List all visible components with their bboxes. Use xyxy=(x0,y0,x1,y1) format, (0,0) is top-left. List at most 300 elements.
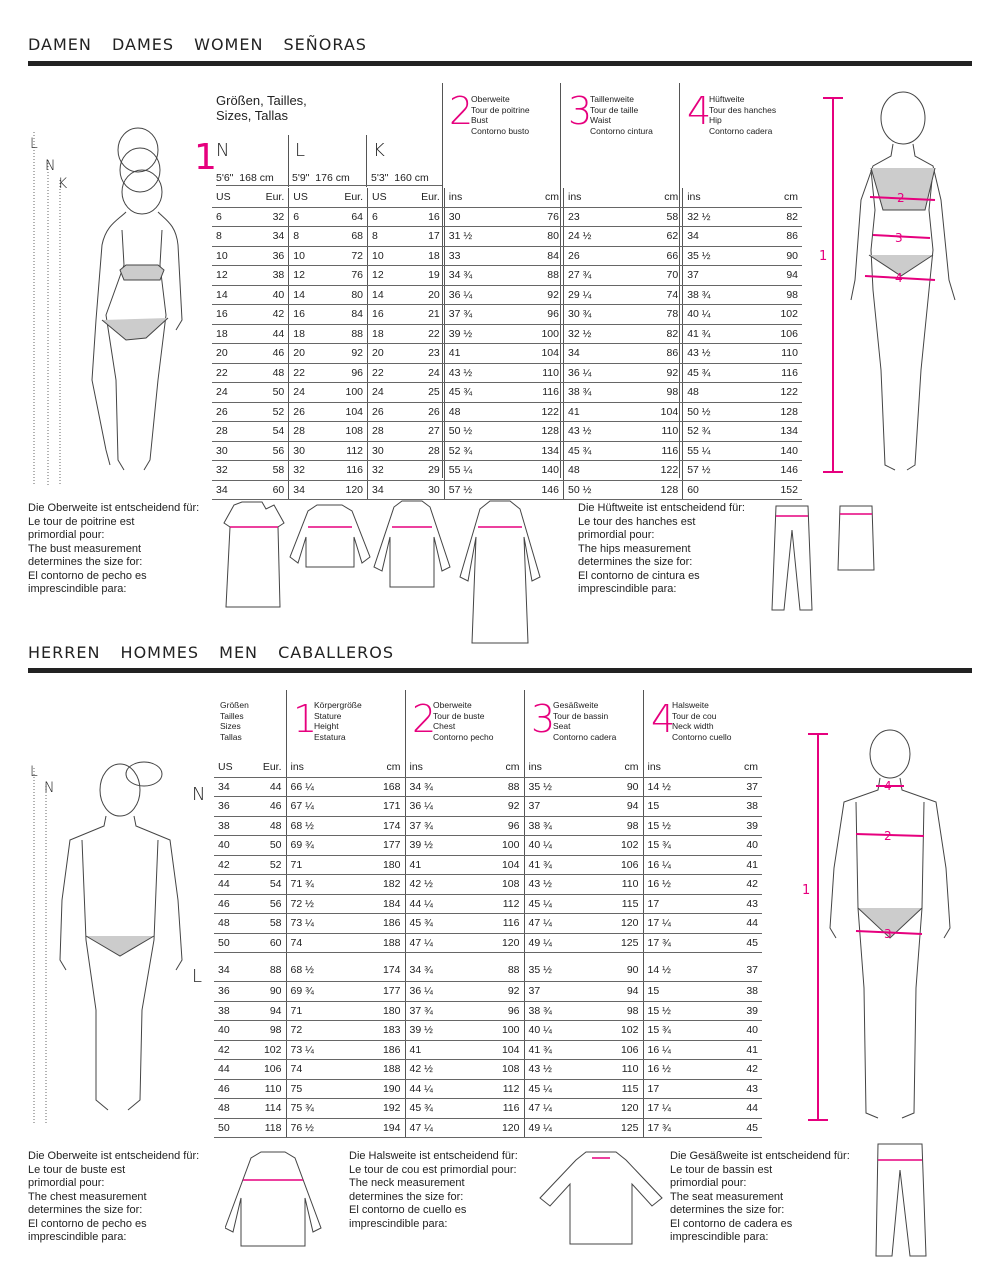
women-n-height: 5'6" 168 cm xyxy=(216,172,274,184)
table-cell: 34 xyxy=(563,344,624,364)
table-cell: 120 xyxy=(465,933,524,953)
table-cell: 146 xyxy=(505,480,564,500)
table-cell: 96 xyxy=(505,305,564,325)
table-cell: 68 ½ xyxy=(286,816,346,836)
table-cell: 35 ½ xyxy=(524,953,584,982)
table-row xyxy=(214,982,762,1002)
table-row xyxy=(212,266,802,286)
men-figure-left xyxy=(26,760,196,1130)
women-measure-3-labels: Taillenweite Tour de taille Waist Contorno cintura xyxy=(590,94,653,136)
table-cell: 116 xyxy=(465,1099,524,1119)
table-cell: 108 xyxy=(465,1060,524,1080)
men-group-n-letter: N xyxy=(192,784,206,805)
table-cell: 190 xyxy=(346,1079,405,1099)
table-cell: 110 xyxy=(505,363,564,383)
table-cell: 27 ¾ xyxy=(563,266,624,286)
table-cell: 16 xyxy=(406,207,444,227)
table-cell: 24 xyxy=(289,383,327,403)
table-cell: 115 xyxy=(584,1079,643,1099)
table-cell: 44 xyxy=(703,1099,762,1119)
table-cell: 100 xyxy=(465,836,524,856)
table-cell: 80 xyxy=(505,227,564,247)
men-title-es: CABALLEROS xyxy=(278,643,394,662)
table-cell: 41 xyxy=(405,1040,465,1060)
table-cell: 37 xyxy=(683,266,744,286)
table-row xyxy=(214,855,762,875)
table-cell: 50 ½ xyxy=(563,480,624,500)
table-cell: 40 xyxy=(250,285,288,305)
table-cell: 41 xyxy=(444,344,505,364)
table-cell: 6 xyxy=(289,207,327,227)
table-cell: 180 xyxy=(346,855,405,875)
table-cell: 48 xyxy=(683,383,744,403)
men-measure-4-number: 4 xyxy=(651,697,676,741)
table-cell: 122 xyxy=(624,461,683,481)
table-cell: 30 xyxy=(289,441,327,461)
table-cell: 84 xyxy=(327,305,367,325)
table-row xyxy=(214,816,762,836)
table-cell: 43 xyxy=(703,1079,762,1099)
table-cell: 92 xyxy=(624,363,683,383)
table-cell: 41 xyxy=(703,855,762,875)
column-header: cm xyxy=(584,758,643,777)
table-cell: 21 xyxy=(406,305,444,325)
table-cell: 116 xyxy=(743,363,802,383)
table-cell: 31 ½ xyxy=(444,227,505,247)
table-cell: 48 xyxy=(250,363,288,383)
table-cell: 40 ¼ xyxy=(683,305,744,325)
column-header: cm xyxy=(703,758,762,777)
table-cell: 44 xyxy=(214,875,250,895)
table-cell: 14 ½ xyxy=(643,953,703,982)
table-cell: 43 ½ xyxy=(444,363,505,383)
women-garments-hip xyxy=(762,500,882,615)
men-note-neck: Die Halsweite ist entscheidend für: Le tour de cou est primordial pour: The neck measurement determines the size for: El contorno de cuello es imprescindible para: xyxy=(349,1150,518,1230)
table-row xyxy=(214,1099,762,1119)
table-cell: 72 ½ xyxy=(286,894,346,914)
table-cell: 35 ½ xyxy=(683,246,744,266)
table-cell: 128 xyxy=(743,402,802,422)
table-cell: 60 xyxy=(250,480,288,500)
table-cell: 12 xyxy=(212,266,250,286)
table-cell: 42 ½ xyxy=(405,1060,465,1080)
table-cell: 41 xyxy=(563,402,624,422)
table-cell: 12 xyxy=(368,266,406,286)
table-cell: 52 xyxy=(250,855,286,875)
women-l-height: 5'9" 176 cm xyxy=(292,172,350,184)
table-cell: 68 xyxy=(327,227,367,247)
table-cell: 104 xyxy=(505,344,564,364)
table-row xyxy=(212,207,802,227)
men-figure-right xyxy=(800,728,970,1128)
table-cell: 134 xyxy=(505,441,564,461)
women-vline-a xyxy=(288,135,289,187)
table-cell: 88 xyxy=(505,266,564,286)
table-cell: 44 xyxy=(250,777,286,797)
table-cell: 55 ¼ xyxy=(444,461,505,481)
table-cell: 104 xyxy=(465,1040,524,1060)
table-cell: 110 xyxy=(584,1060,643,1080)
table-cell: 8 xyxy=(368,227,406,247)
table-cell: 22 xyxy=(406,324,444,344)
table-cell: 114 xyxy=(250,1099,286,1119)
table-cell: 183 xyxy=(346,1021,405,1041)
women-side-letter-n: N xyxy=(45,158,56,174)
table-cell: 186 xyxy=(346,914,405,934)
table-cell: 104 xyxy=(465,855,524,875)
table-cell: 32 xyxy=(289,461,327,481)
table-cell: 90 xyxy=(743,246,802,266)
table-cell: 108 xyxy=(327,422,367,442)
table-cell: 118 xyxy=(250,1118,286,1138)
table-cell: 88 xyxy=(250,953,286,982)
table-cell: 30 xyxy=(406,480,444,500)
table-cell: 43 xyxy=(703,894,762,914)
table-cell: 55 ¼ xyxy=(683,441,744,461)
men-garment-jacket xyxy=(225,1148,325,1248)
table-cell: 34 xyxy=(683,227,744,247)
women-figure-label-2: 2 xyxy=(897,191,905,205)
table-cell: 26 xyxy=(212,402,250,422)
table-cell: 49 ¼ xyxy=(524,1118,584,1138)
table-cell: 88 xyxy=(465,777,524,797)
table-cell: 38 xyxy=(703,982,762,1002)
table-cell: 6 xyxy=(368,207,406,227)
table-cell: 58 xyxy=(250,914,286,934)
table-cell: 72 xyxy=(286,1021,346,1041)
table-cell: 67 ¼ xyxy=(286,797,346,817)
table-cell: 52 ¾ xyxy=(683,422,744,442)
table-cell: 46 xyxy=(250,344,288,364)
table-cell: 177 xyxy=(346,836,405,856)
men-figure-label-4: 4 xyxy=(884,779,892,793)
table-cell: 152 xyxy=(743,480,802,500)
table-cell: 22 xyxy=(289,363,327,383)
table-cell: 116 xyxy=(465,914,524,934)
table-cell: 42 xyxy=(250,305,288,325)
table-cell: 36 xyxy=(214,797,250,817)
table-cell: 30 xyxy=(212,441,250,461)
table-cell: 26 xyxy=(368,402,406,422)
table-cell: 15 ¾ xyxy=(643,836,703,856)
table-cell: 188 xyxy=(346,1060,405,1080)
column-header: ins xyxy=(444,188,505,207)
table-cell: 32 xyxy=(212,461,250,481)
table-row xyxy=(212,461,802,481)
table-row xyxy=(214,1040,762,1060)
table-cell: 112 xyxy=(465,1079,524,1099)
table-cell: 90 xyxy=(584,953,643,982)
women-rule-height xyxy=(216,185,442,186)
table-cell: 32 xyxy=(250,207,288,227)
table-cell: 49 ¼ xyxy=(524,933,584,953)
table-cell: 35 ½ xyxy=(524,777,584,797)
table-cell: 37 ¾ xyxy=(444,305,505,325)
table-cell: 22 xyxy=(368,363,406,383)
table-cell: 92 xyxy=(465,797,524,817)
table-cell: 50 xyxy=(250,383,288,403)
table-cell: 16 ½ xyxy=(643,875,703,895)
table-cell: 94 xyxy=(584,982,643,1002)
table-header-row xyxy=(212,188,802,207)
table-cell: 106 xyxy=(743,324,802,344)
table-cell: 134 xyxy=(743,422,802,442)
table-cell: 76 xyxy=(327,266,367,286)
table-cell: 44 xyxy=(703,914,762,934)
table-cell: 36 ¼ xyxy=(444,285,505,305)
table-cell: 36 xyxy=(214,982,250,1002)
table-cell: 38 ¾ xyxy=(524,816,584,836)
table-cell: 66 xyxy=(624,246,683,266)
column-header: ins xyxy=(643,758,703,777)
table-cell: 14 ½ xyxy=(643,777,703,797)
table-cell: 12 xyxy=(289,266,327,286)
table-cell: 112 xyxy=(465,894,524,914)
column-header: cm xyxy=(346,758,405,777)
table-cell: 98 xyxy=(743,285,802,305)
table-cell: 177 xyxy=(346,982,405,1002)
women-measure-3-number: 3 xyxy=(568,89,593,133)
table-cell: 14 xyxy=(289,285,327,305)
table-cell: 69 ¾ xyxy=(286,836,346,856)
table-cell: 15 ½ xyxy=(643,1001,703,1021)
women-figure-label-1: 1 xyxy=(819,249,828,264)
table-cell: 122 xyxy=(743,383,802,403)
table-cell: 48 xyxy=(250,816,286,836)
women-vline-b xyxy=(366,135,367,187)
table-cell: 16 ¼ xyxy=(643,855,703,875)
table-cell: 186 xyxy=(346,1040,405,1060)
table-cell: 37 ¾ xyxy=(405,816,465,836)
men-figure-label-1: 1 xyxy=(802,883,811,898)
table-cell: 17 ¾ xyxy=(643,1118,703,1138)
table-cell: 17 ¾ xyxy=(643,933,703,953)
table-row xyxy=(212,246,802,266)
table-cell: 40 xyxy=(703,836,762,856)
table-cell: 125 xyxy=(584,933,643,953)
table-cell: 14 xyxy=(212,285,250,305)
table-cell: 120 xyxy=(584,1099,643,1119)
table-cell: 184 xyxy=(346,894,405,914)
table-cell: 42 xyxy=(214,855,250,875)
table-cell: 34 ¾ xyxy=(405,777,465,797)
table-cell: 41 ¾ xyxy=(524,1040,584,1060)
table-cell: 94 xyxy=(584,797,643,817)
table-row xyxy=(212,344,802,364)
table-row xyxy=(212,227,802,247)
table-cell: 38 xyxy=(214,816,250,836)
table-cell: 120 xyxy=(465,1118,524,1138)
table-cell: 82 xyxy=(743,207,802,227)
column-header: cm xyxy=(505,188,564,207)
table-cell: 116 xyxy=(327,461,367,481)
table-cell: 48 xyxy=(214,1099,250,1119)
table-cell: 44 ¼ xyxy=(405,894,465,914)
table-cell: 60 xyxy=(250,933,286,953)
women-group-k-letter: K xyxy=(373,140,385,161)
table-cell: 58 xyxy=(624,207,683,227)
table-cell: 15 ¾ xyxy=(643,1021,703,1041)
table-cell: 102 xyxy=(584,1021,643,1041)
table-cell: 26 xyxy=(406,402,444,422)
table-cell: 120 xyxy=(327,480,367,500)
table-cell: 92 xyxy=(505,285,564,305)
table-cell: 74 xyxy=(624,285,683,305)
women-sizes-label-2: Sizes, Tallas xyxy=(216,108,289,123)
table-row xyxy=(214,797,762,817)
table-cell: 174 xyxy=(346,816,405,836)
table-cell: 34 xyxy=(368,480,406,500)
women-sizes-label xyxy=(216,93,307,123)
table-cell: 75 xyxy=(286,1079,346,1099)
table-cell: 44 xyxy=(214,1060,250,1080)
table-cell: 30 xyxy=(444,207,505,227)
table-cell: 10 xyxy=(289,246,327,266)
table-cell: 110 xyxy=(584,875,643,895)
table-cell: 41 ¾ xyxy=(524,855,584,875)
table-cell: 100 xyxy=(327,383,367,403)
table-cell: 45 ¾ xyxy=(683,363,744,383)
table-cell: 34 xyxy=(214,777,250,797)
table-cell: 52 ¾ xyxy=(444,441,505,461)
table-cell: 28 xyxy=(289,422,327,442)
table-cell: 108 xyxy=(465,875,524,895)
table-cell: 42 xyxy=(214,1040,250,1060)
table-row xyxy=(212,441,802,461)
table-cell: 20 xyxy=(289,344,327,364)
table-cell: 38 ¾ xyxy=(524,1001,584,1021)
table-cell: 192 xyxy=(346,1099,405,1119)
table-cell: 78 xyxy=(624,305,683,325)
table-cell: 34 xyxy=(289,480,327,500)
table-cell: 17 xyxy=(643,894,703,914)
table-cell: 47 ¼ xyxy=(405,933,465,953)
table-cell: 37 xyxy=(703,953,762,982)
table-cell: 120 xyxy=(584,914,643,934)
table-cell: 40 ¼ xyxy=(524,836,584,856)
table-cell: 140 xyxy=(743,441,802,461)
table-cell: 27 xyxy=(406,422,444,442)
table-cell: 6 xyxy=(212,207,250,227)
men-title-de: HERREN xyxy=(28,643,101,662)
table-cell: 34 xyxy=(214,953,250,982)
table-cell: 40 xyxy=(214,836,250,856)
women-title-en: WOMEN xyxy=(194,35,264,54)
men-measure-2-number: 2 xyxy=(412,697,437,741)
table-cell: 45 ¾ xyxy=(405,1099,465,1119)
table-row xyxy=(212,324,802,344)
men-title-fr: HOMMES xyxy=(120,643,200,662)
table-cell: 39 xyxy=(703,1001,762,1021)
table-row xyxy=(214,777,762,797)
men-note-seat: Die Gesäßweite ist entscheidend für: Le tour de bassin est primordial pour: The seat measurement determines the size for: El contorno de cadera es imprescindible para: xyxy=(670,1150,850,1243)
table-cell: 26 xyxy=(563,246,624,266)
table-cell: 92 xyxy=(465,982,524,1002)
table-cell: 116 xyxy=(624,441,683,461)
table-cell: 16 xyxy=(289,305,327,325)
table-cell: 45 xyxy=(703,1118,762,1138)
table-cell: 18 xyxy=(289,324,327,344)
column-header: ins xyxy=(683,188,744,207)
table-cell: 50 ½ xyxy=(444,422,505,442)
table-cell: 102 xyxy=(250,1040,286,1060)
table-cell: 98 xyxy=(624,383,683,403)
table-cell: 171 xyxy=(346,797,405,817)
table-cell: 86 xyxy=(743,227,802,247)
table-cell: 10 xyxy=(368,246,406,266)
table-row xyxy=(214,1021,762,1041)
table-cell: 104 xyxy=(624,402,683,422)
table-cell: 45 ¾ xyxy=(405,914,465,934)
table-cell: 72 xyxy=(327,246,367,266)
table-cell: 102 xyxy=(743,305,802,325)
table-cell: 8 xyxy=(212,227,250,247)
table-cell: 74 xyxy=(286,1060,346,1080)
table-cell: 100 xyxy=(505,324,564,344)
table-cell: 29 ¼ xyxy=(563,285,624,305)
table-row xyxy=(214,914,762,934)
table-cell: 17 xyxy=(643,1079,703,1099)
table-cell: 15 ½ xyxy=(643,816,703,836)
table-cell: 57 ½ xyxy=(444,480,505,500)
table-cell: 47 ¼ xyxy=(524,1099,584,1119)
table-cell: 112 xyxy=(327,441,367,461)
table-cell: 110 xyxy=(743,344,802,364)
table-row xyxy=(214,933,762,953)
table-cell: 75 ¾ xyxy=(286,1099,346,1119)
table-row xyxy=(214,894,762,914)
table-cell: 57 ½ xyxy=(683,461,744,481)
table-cell: 39 ½ xyxy=(405,836,465,856)
table-cell: 38 xyxy=(214,1001,250,1021)
column-header: ins xyxy=(286,758,346,777)
women-title-rule xyxy=(28,61,972,66)
table-cell: 32 ½ xyxy=(563,324,624,344)
women-figure-label-4: 4 xyxy=(895,271,903,285)
table-cell: 16 xyxy=(212,305,250,325)
table-row xyxy=(214,1118,762,1138)
column-header: US xyxy=(368,188,406,207)
table-cell: 50 xyxy=(250,836,286,856)
table-cell: 34 xyxy=(212,480,250,500)
table-cell: 32 ½ xyxy=(683,207,744,227)
table-cell: 45 ¾ xyxy=(563,441,624,461)
table-cell: 14 xyxy=(368,285,406,305)
women-k-height: 5'3" 160 cm xyxy=(371,172,429,184)
table-row xyxy=(214,875,762,895)
column-header: US xyxy=(289,188,327,207)
table-cell: 174 xyxy=(346,953,405,982)
table-cell: 16 xyxy=(368,305,406,325)
table-cell: 20 xyxy=(406,285,444,305)
table-cell: 18 xyxy=(212,324,250,344)
table-cell: 50 ½ xyxy=(683,402,744,422)
table-cell: 180 xyxy=(346,1001,405,1021)
column-header: Eur. xyxy=(406,188,444,207)
table-cell: 80 xyxy=(327,285,367,305)
men-side-letter-l: L xyxy=(30,764,38,780)
column-header: ins xyxy=(563,188,624,207)
table-cell: 45 ¾ xyxy=(444,383,505,403)
table-cell: 20 xyxy=(212,344,250,364)
table-cell: 44 xyxy=(250,324,288,344)
table-cell: 46 xyxy=(214,894,250,914)
table-cell: 74 xyxy=(286,933,346,953)
table-cell: 47 ¼ xyxy=(405,1118,465,1138)
table-cell: 86 xyxy=(624,344,683,364)
table-cell: 98 xyxy=(584,1001,643,1021)
table-cell: 90 xyxy=(584,777,643,797)
